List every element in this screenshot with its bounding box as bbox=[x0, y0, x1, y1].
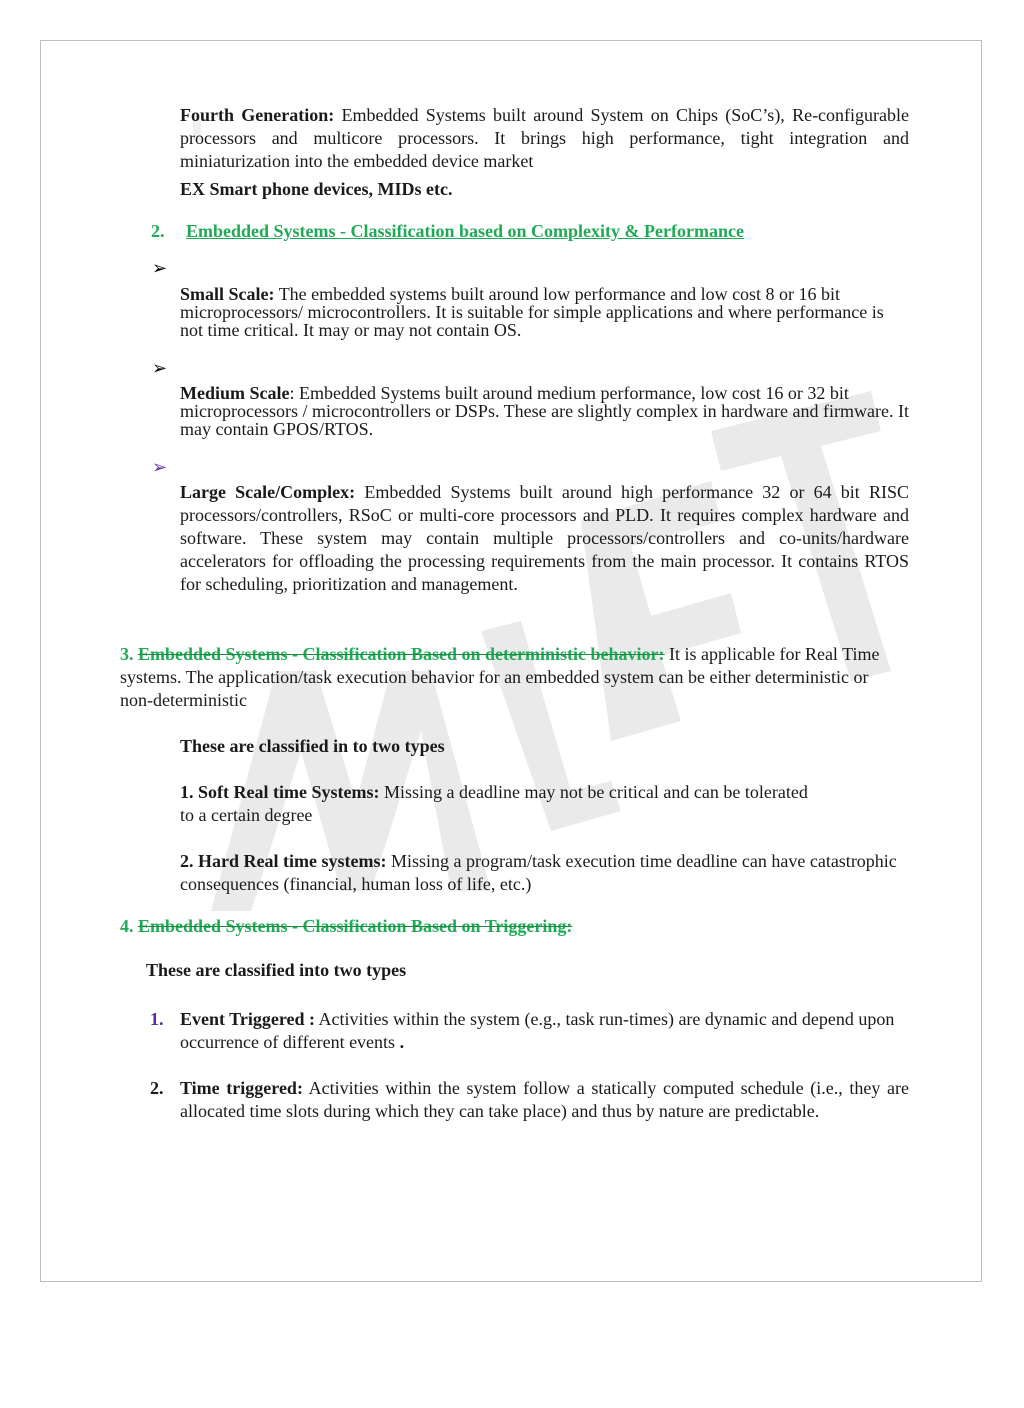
soft-real-time-label: 1. Soft Real time Systems: bbox=[180, 782, 380, 802]
large-scale-text: Embedded Systems built around high performance 32 or 64 bit RISC processors/controllers, RSoC or multi-core processors and PLD. It requires complex hardware and software. These system may contain multiple processors/controllers and co-units/hardware accelerators for offloading the processing requirements from the main processor. It contains RTOS for scheduling, prioritization and management. bbox=[180, 482, 909, 594]
section-4-title: Embedded Systems - Classification Based on Triggering: bbox=[138, 916, 573, 936]
small-scale-text: The embedded systems built around low performance and low cost 8 or 16 bit microprocessors/ microcontrollers. It is suitable for simple applications and where performance is not time critical. It may or may not contain OS. bbox=[180, 284, 884, 340]
section-3-paragraph bbox=[120, 643, 890, 712]
event-triggered-label: Event Triggered : bbox=[180, 1009, 315, 1029]
section-3-number: 3. bbox=[120, 644, 134, 664]
event-triggered-item bbox=[180, 1008, 900, 1054]
time-triggered-number: 2. bbox=[150, 1078, 164, 1098]
medium-scale-label: Medium Scale bbox=[180, 383, 290, 403]
medium-scale-item bbox=[180, 384, 909, 438]
medium-scale-text: : Embedded Systems built around medium performance, low cost 16 or 32 bit microprocessors / microcontrollers or DSPs. These are slightly complex in hardware and firmware. It may contain GPOS/RTOS. bbox=[180, 383, 909, 439]
soft-real-time-item bbox=[180, 781, 820, 827]
soft-real-time-text: Missing a deadline may not be critical and can be tolerated to a certain degree bbox=[180, 782, 808, 825]
section-4-types-heading: These are classified into two types bbox=[146, 960, 407, 980]
section-4-number: 4. bbox=[120, 916, 134, 936]
fourth-generation-text: Embedded Systems built around System on Chips (SoC’s), Re-configurable processors and multicore processors. It brings high performance, tight integration and miniaturization into the embedded device market bbox=[180, 105, 910, 171]
hard-real-time-text: Missing a program/task execution time deadline can have catastrophic consequences (financial, human loss of life, etc.) bbox=[180, 851, 897, 894]
event-triggered-text: Activities within the system (e.g., task run-times) are dynamic and depend upon occurrence of different events bbox=[180, 1009, 895, 1052]
time-triggered-item bbox=[180, 1077, 909, 1123]
arrow-bullet-icon: ➢ bbox=[152, 457, 168, 477]
section-3-text: It is applicable for Real Time systems. The application/task execution behavior for an embedded system can be either deterministic or non-deterministic bbox=[120, 644, 880, 710]
small-scale-item bbox=[180, 285, 909, 339]
time-triggered-label: Time triggered: bbox=[180, 1078, 303, 1098]
small-scale-label: Small Scale: bbox=[180, 284, 275, 304]
section-3-title: Embedded Systems - Classification Based on deterministic behavior: bbox=[138, 644, 665, 664]
hard-real-time-label: 2. Hard Real time systems: bbox=[180, 851, 387, 871]
section-2-number: 2. bbox=[151, 221, 165, 241]
large-scale-item bbox=[180, 481, 909, 596]
section-2-title: Embedded Systems - Classification based on Complexity & Performance bbox=[186, 221, 744, 241]
hard-real-time-item bbox=[180, 850, 900, 896]
time-triggered-text: Activities within the system follow a statically computed schedule (i.e., they are allocated time slots during which they can take place) and thus by nature are predictable. bbox=[180, 1078, 910, 1121]
section-4-heading bbox=[120, 915, 572, 938]
fourth-generation-paragraph bbox=[180, 104, 909, 173]
section-3-types-heading: These are classified in to two types bbox=[180, 736, 445, 756]
arrow-bullet-icon: ➢ bbox=[152, 258, 168, 278]
event-triggered-trail: . bbox=[399, 1032, 405, 1052]
large-scale-label: Large Scale/Complex: bbox=[180, 482, 356, 502]
arrow-bullet-icon: ➢ bbox=[152, 358, 168, 378]
fourth-generation-label: Fourth Generation: bbox=[180, 105, 335, 125]
event-triggered-number: 1. bbox=[150, 1009, 164, 1029]
fourth-generation-example: EX Smart phone devices, MIDs etc. bbox=[180, 179, 453, 199]
